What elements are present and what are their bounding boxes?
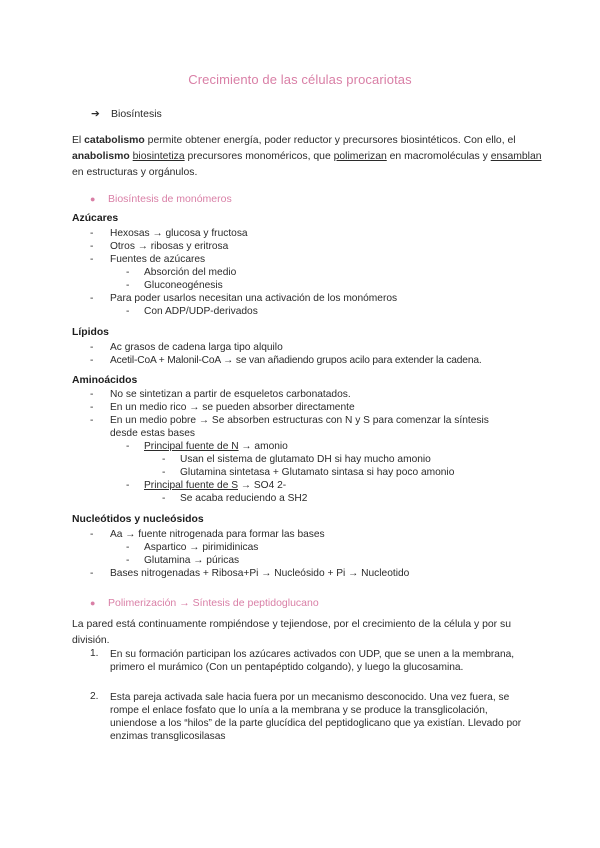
list-item: - Para poder usarlos necesitan una activación de los monómeros <box>90 293 398 304</box>
term-polimerizan: polimerizan <box>333 151 387 162</box>
heading-nucleotidos: Nucleótidos y nucleósidos <box>72 514 204 525</box>
list-item: - Con ADP/UDP-derivados <box>126 306 258 317</box>
list-item: - Bases nitrogenadas + Ribosa+Pi → Nucleósido + Pi → Nucleotido <box>90 568 410 579</box>
term-anabolismo: anabolismo <box>72 151 130 162</box>
term-catabolismo: catabolismo <box>84 135 145 146</box>
list-item: - Aa → fuente nitrogenada para formar las bases <box>90 529 325 540</box>
section-heading-monomeros <box>90 193 232 205</box>
list-item: - Otros → ribosas y eritrosa <box>90 241 229 252</box>
section-heading-peptidoglucano <box>90 597 319 609</box>
list-item: - Hexosas → glucosa y fructosa <box>90 228 248 239</box>
pared-paragraph: La pared está continuamente rompiéndose y tejiendose, por el crecimiento de la célula y por su división. <box>72 619 511 646</box>
bullet-icon: ● <box>90 598 96 608</box>
numbered-item-text: En su formación participan los azúcares activados con UDP, que se unen a la membrana, primero el murámico (Con un pentapéptido colgando), y luego la glucosamina. <box>110 649 515 673</box>
numbered-item-text: Esta pareja activada sale hacia fuera por un mecanismo desconocido. Una vez fuera, se rompe el enlace fosfato que lo unía a la membrana y se produce la transglicolación, uniendose a los “hilos” de la parte glucídica del peptidoglicano que ya existían. Llevado por enzimas transglicosilasas <box>110 692 522 742</box>
term-ensamblan: ensamblan <box>490 151 542 162</box>
list-item: - Fuentes de azúcares <box>90 254 206 265</box>
arrow-icon: ➔ <box>91 108 100 120</box>
numbered-marker: 2. <box>90 691 99 702</box>
term-biosintetiza: biosintetiza <box>132 151 185 162</box>
page-title: Crecimiento de las células procariotas <box>188 72 412 87</box>
intro-paragraph: El catabolismo permite obtener energía, poder reductor y precursores biosintéticos. Con ello, el anabolismo biosintetiza precursores monoméricos, que polimerizan en macromoléculas y ensamblan en estructuras y orgánulos. <box>72 135 542 178</box>
section-label: Biosíntesis de monómeros <box>108 193 232 205</box>
heading-azucares: Azúcares <box>72 213 119 224</box>
bullet-icon: ● <box>90 194 96 204</box>
list-item: - Glutamina → púricas <box>126 555 240 566</box>
list-item: - Usan el sistema de glutamato DH si hay mucho amonio <box>162 454 431 465</box>
list-item: - En un medio pobre → Se absorben estructuras con N y S para comenzar la síntesis <box>90 415 489 426</box>
list-item: - No se sintetizan a partir de esqueletos carbonatados. <box>90 389 351 400</box>
list-item: - Se acaba reduciendo a SH2 <box>162 493 308 504</box>
list-item-continuation: desde estas bases <box>110 428 195 439</box>
list-item: - Principal fuente de S → SO4 2- <box>126 480 287 491</box>
top-bullet-label: Biosíntesis <box>111 108 162 120</box>
list-item: - Aspartico → pirimidinicas <box>126 542 259 553</box>
heading-lipidos: Lípidos <box>72 327 109 338</box>
list-item: - Absorción del medio <box>126 267 237 278</box>
top-bullet <box>91 108 162 120</box>
list-item: - Gluconeogénesis <box>126 280 223 291</box>
section-label: Polimerización → Síntesis de peptidoglucano <box>108 597 319 609</box>
list-item: - Ac grasos de cadena larga tipo alquilo <box>90 342 283 353</box>
heading-aminoacidos: Aminoácidos <box>72 375 138 386</box>
list-item: - Glutamina sintetasa + Glutamato sintasa si hay poco amonio <box>162 467 455 478</box>
numbered-marker: 1. <box>90 648 99 659</box>
list-item: - En un medio rico → se pueden absorber directamente <box>90 402 355 413</box>
list-item: - Principal fuente de N → amonio <box>126 441 288 452</box>
list-item: - Acetil-CoA + Malonil-CoA → se van añadiendo grupos acilo para extender la cadena. <box>90 355 482 366</box>
